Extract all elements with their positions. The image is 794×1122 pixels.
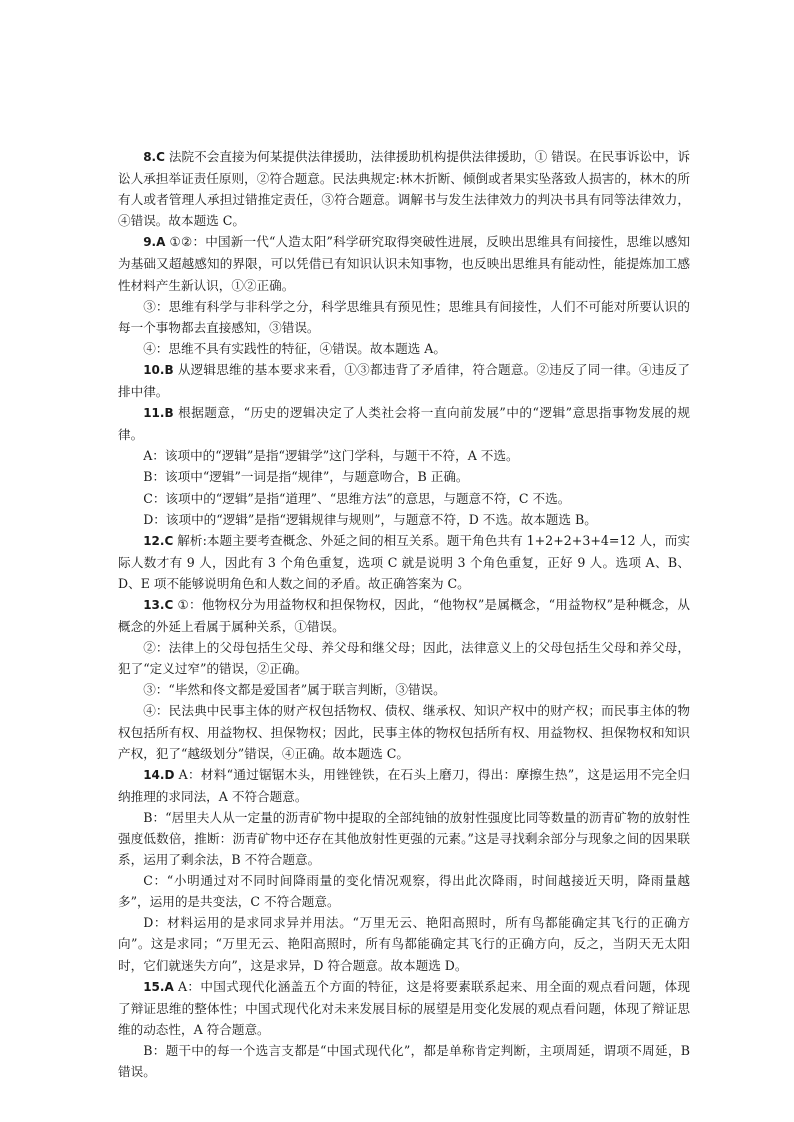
paragraph-text: ③：“毕然和佟文都是爱国者”属于联言判断，③错误。 xyxy=(143,682,446,698)
paragraph-text: 法院不会直接为何某提供法律援助，法律援助机构提供法律援助，① 错误。在民事诉讼中，诉讼人承担举证责任原则，②符合题意。民法典规定:林木折断、倾倒或者果实坠落致人损害的，林木的所有人或者管理人承担过错推定责任，③符合题意。调解书与发生法律效力的判决书具有同等法律效力，④错误。故本题选 C。 xyxy=(118,149,690,229)
paragraph-text: 解析:本题主要考查概念、外延之间的相互关系。题干角色共有 1+2+2+3+4=12 人，而实际人数才有 9 人，因此有 3 个角色重复，选项 C 就是说明 3 个角色重复，正好 9 人。选项 A、B、D、E 项不能够说明角色和人数之间的矛盾。故正确答案为 C。 xyxy=(118,532,690,591)
question-explanation xyxy=(118,764,690,807)
paragraph-text: C：该项中的“逻辑”是指“道理”、“思维方法”的意思，与题意不符，C 不选。 xyxy=(143,490,571,506)
question-number: 13.C xyxy=(143,597,174,612)
paragraph-text: A：该项中的“逻辑”是指“逻辑学”这门学科，与题干不符，A 不选。 xyxy=(143,448,519,464)
explanation-paragraph xyxy=(118,509,690,530)
explanation-paragraph xyxy=(118,807,690,870)
explanation-paragraph xyxy=(118,700,690,763)
paragraph-text: 从逻辑思维的基本要求来看，①③都违背了矛盾律，符合题意。②违反了同一律。④违反了排中律。 xyxy=(118,361,690,400)
explanation-paragraph xyxy=(118,679,690,700)
question-number: 8.C xyxy=(143,150,165,164)
paragraph-text: 根据题意，“历史的逻辑决定了人类社会将一直向前发展”中的“逻辑”意思指事物发展的规律。 xyxy=(118,405,690,443)
paragraph-text: ①：他物权分为用益物权和担保物权，因此，“他物权”是属概念，“用益物权”是种概念，从概念的外延上看属于属种关系，①错误。 xyxy=(118,596,690,635)
question-explanation xyxy=(118,976,690,1040)
paragraph-text: A：材料“通过锯锯木头，用锉锉铁，在石头上磨刀，得出：摩擦生热”，这是运用不完全归纳推理的求同法，A 不符合题意。 xyxy=(118,766,690,804)
paragraph-text: D：该项中的“逻辑”是指“逻辑规律与规则”，与题意不符，D 不选。故本题选 B。 xyxy=(143,511,597,527)
question-explanation xyxy=(118,594,690,637)
question-explanation xyxy=(118,402,690,445)
explanation-paragraph xyxy=(118,1040,690,1082)
question-explanation xyxy=(118,359,690,402)
question-number: 9.A xyxy=(143,235,166,250)
explanation-paragraph xyxy=(118,637,690,679)
explanation-paragraph xyxy=(118,488,690,509)
paragraph-text: ④：思维不具有实践性的特征，④错误。故本题选 A。 xyxy=(143,340,446,356)
question-number: 11.B xyxy=(143,406,174,421)
paragraph-text: B：该项中“逻辑”一词是指“规律”，与题意吻合，B 正确。 xyxy=(143,469,469,485)
paragraph-text: C：“小明通过对不同时间降雨量的变化情况观察，得出此次降雨，时间越接近天明，降雨量越多”，运用的是共变法，C 不符合题意。 xyxy=(118,873,690,910)
question-number: 12.C xyxy=(143,533,174,548)
paragraph-text: A：中国式现代化涵盖五个方面的特征，这是将要素联系起来、用全面的观点看问题，体现了辩证思维的整体性；中国式现代化对未来发展目标的展望是用变化发展的观点看问题，体现了辩证思维的动态性，A 符合题意。 xyxy=(118,978,690,1037)
question-explanation xyxy=(118,231,690,295)
explanation-paragraph xyxy=(118,466,690,487)
paragraph-text: ①②：中国新一代“人造太阳”科学研究取得突破性进展，反映出思维具有间接性，思维以感知为基础又超越感知的界限，可以凭借已有知识认识未知事物，也反映出思维具有能动性，能提炼加工感性材料产生新认识，①②正确。 xyxy=(118,234,690,293)
answer-explanations xyxy=(118,146,690,1082)
paragraph-text: ③：思维有科学与非科学之分，科学思维具有预见性；思维具有间接性，人们不可能对所要认识的每一个事物都去直接感知，③错误。 xyxy=(118,298,690,335)
question-number: 14.D xyxy=(143,767,175,782)
question-number: 10.B xyxy=(143,362,174,377)
explanation-paragraph xyxy=(118,912,690,975)
paragraph-text: B：“居里夫人从一定量的沥青矿物中提取的全部纯铀的放射性强度比同等数量的沥青矿物的放射性强度低数倍，推断：沥青矿物中还存在其他放射性更强的元素。”这是寻找剩余部分与现象之间的因果联系，运用了剩余法，B 不符合题意。 xyxy=(118,809,690,868)
paragraph-text: ②：法律上的父母包括生父母、养父母和继父母；因此，法律意义上的父母包括生父母和养父母，犯了“定义过窄”的错误，②正确。 xyxy=(118,640,690,677)
paragraph-text: B：题干中的每一个选言支都是“中国式现代化”，都是单称肯定判断，主项周延，谓项不周延，B 错误。 xyxy=(118,1042,690,1080)
question-explanation xyxy=(118,530,690,594)
paragraph-text: D：材料运用的是求同求异并用法。“万里无云、艳阳高照时，所有鸟都能确定其飞行的正确方向”。这是求同；“万里无云、艳阳高照时，所有鸟都能确定其飞行的正确方向，反之，当阴天无太阳时，它们就迷失方向”，这是求异，D 符合题意。故本题选 D。 xyxy=(118,915,690,973)
explanation-paragraph xyxy=(118,870,690,912)
paragraph-text: ④：民法典中民事主体的财产权包括物权、债权、继承权、知识产权中的财产权；而民事主体的物权包括所有权、用益物权、担保物权；因此，民事主体的物权包括所有权、用益物权、担保物权和知识产权，犯了“越级划分”错误，④正确。故本题选 C。 xyxy=(118,703,690,761)
question-number: 15.A xyxy=(143,979,174,994)
explanation-paragraph xyxy=(118,338,690,359)
explanation-paragraph xyxy=(118,445,690,466)
explanation-paragraph xyxy=(118,296,690,338)
question-explanation xyxy=(118,146,690,231)
